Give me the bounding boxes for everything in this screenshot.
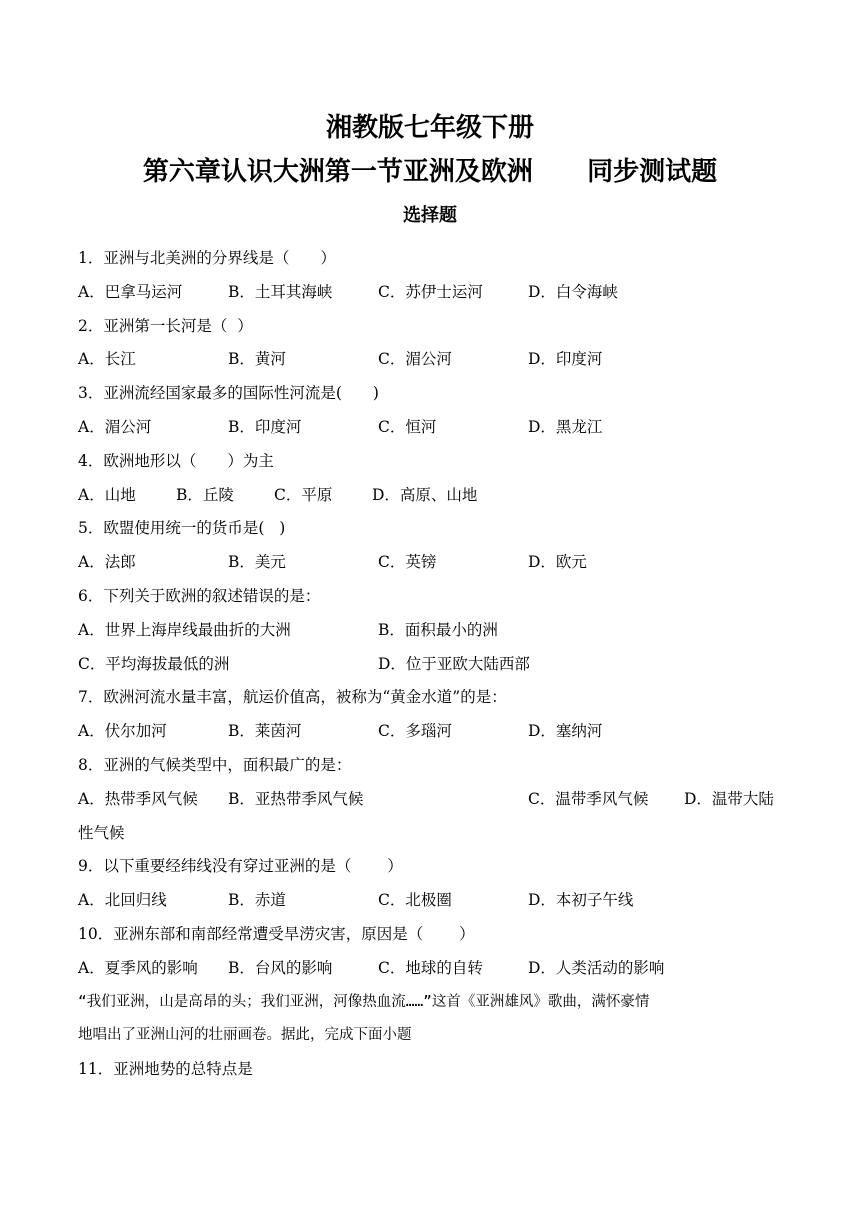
- option-row: [78, 276, 786, 310]
- question-stem: 7．欧洲河流水量丰富，航运价值高，被称为“黄金水道”的是：: [78, 688, 507, 707]
- option-a: A．山地: [78, 485, 136, 504]
- option-row: [78, 952, 786, 986]
- passage-line: “我们亚洲，山是高昂的头；我们亚洲，河像热血流……”这首《亚洲雄风》歌曲，满怀豪情: [78, 993, 650, 1010]
- section-heading: 选择题: [403, 205, 457, 226]
- option-d: D．人类活动的影响: [528, 958, 665, 977]
- option-a: A．湄公河: [78, 417, 152, 436]
- option-b: B．印度河: [228, 417, 302, 436]
- option-row: [78, 343, 786, 377]
- option-c: C．苏伊士运河: [378, 282, 483, 301]
- option-row: [78, 648, 786, 682]
- document-subtitle: 第六章认识大洲第一节亚洲及欧洲 同步测试题: [142, 157, 718, 187]
- option-b: B．面积最小的洲: [378, 620, 498, 639]
- option-a: A．伏尔加河: [78, 722, 167, 741]
- option-d: D．高原、山地: [372, 485, 478, 504]
- question-stem: 3．亚洲流经国家最多的国际性河流是( ): [78, 384, 379, 403]
- option-c: C．北极圈: [378, 891, 452, 910]
- option-b: B．黄河: [228, 350, 286, 369]
- option-b: B．亚热带季风气候: [228, 789, 364, 808]
- question-list: [78, 242, 786, 1087]
- option-a: A．夏季风的影响: [78, 958, 198, 977]
- option-b: B．美元: [228, 553, 286, 572]
- option-row: [78, 715, 786, 749]
- option-row: [78, 614, 786, 648]
- option-d: D．黑龙江: [528, 417, 603, 436]
- option-a: A．巴拿马运河: [78, 282, 183, 301]
- question-stem: 5．欧盟使用统一的货币是( ): [78, 519, 286, 538]
- option-a: A．法郎: [78, 553, 136, 572]
- option-d: D．欧元: [528, 553, 587, 572]
- option-b: B．台风的影响: [228, 958, 333, 977]
- question-stem: 11．亚洲地势的总特点是: [78, 1060, 253, 1079]
- option-a: A．长江: [78, 350, 136, 369]
- option-c: C．温带季风气候: [528, 789, 649, 808]
- option-c: C．英镑: [378, 553, 437, 572]
- option-d: D．本初子午线: [528, 891, 634, 910]
- option-d: D．温带大陆: [684, 789, 774, 808]
- option-c: C．多瑙河: [378, 722, 452, 741]
- question-stem: 6．下列关于欧洲的叙述错误的是：: [78, 586, 321, 605]
- option-row: [78, 479, 786, 513]
- question-stem: 8．亚洲的气候类型中，面积最广的是：: [78, 755, 352, 774]
- option-d: D．位于亚欧大陆西部: [378, 654, 530, 673]
- option-c: C．平原: [274, 485, 333, 504]
- option-continuation: 性气候: [78, 823, 125, 842]
- option-d: D．白令海峡: [528, 282, 618, 301]
- option-a: A．世界上海岸线最曲折的大洲: [78, 620, 291, 639]
- document-title: 湘教版七年级下册: [325, 113, 534, 143]
- option-a: A．北回归线: [78, 891, 167, 910]
- question-stem: 4．欧洲地形以（ ）为主: [78, 451, 274, 470]
- question-stem: 2．亚洲第一长河是（ ）: [78, 316, 253, 335]
- question-stem: 9．以下重要经纬线没有穿过亚洲的是（ ）: [78, 857, 403, 876]
- option-a: A．热带季风气候: [78, 789, 198, 808]
- option-row: [78, 884, 786, 918]
- option-b: B．丘陵: [176, 485, 234, 504]
- option-b: B．土耳其海峡: [228, 282, 333, 301]
- option-b: B．赤道: [228, 891, 286, 910]
- option-d: D．塞纳河: [528, 722, 603, 741]
- passage-line: 地唱出了亚洲山河的壮丽画卷。据此，完成下面小题: [78, 1027, 412, 1044]
- option-c: C．地球的自转: [378, 958, 483, 977]
- option-b: B．莱茵河: [228, 722, 302, 741]
- option-d: D．印度河: [528, 350, 603, 369]
- question-stem: 1．亚洲与北美洲的分界线是（ ）: [78, 249, 336, 267]
- question-stem: 10．亚洲东部和南部经常遭受旱涝灾害，原因是（ ）: [78, 924, 475, 943]
- option-c: C．恒河: [378, 417, 437, 436]
- option-row: [78, 411, 786, 445]
- option-row: [78, 783, 786, 817]
- option-row: [78, 546, 786, 580]
- option-c: C．平均海拔最低的洲: [78, 654, 230, 673]
- option-c: C．湄公河: [378, 350, 452, 369]
